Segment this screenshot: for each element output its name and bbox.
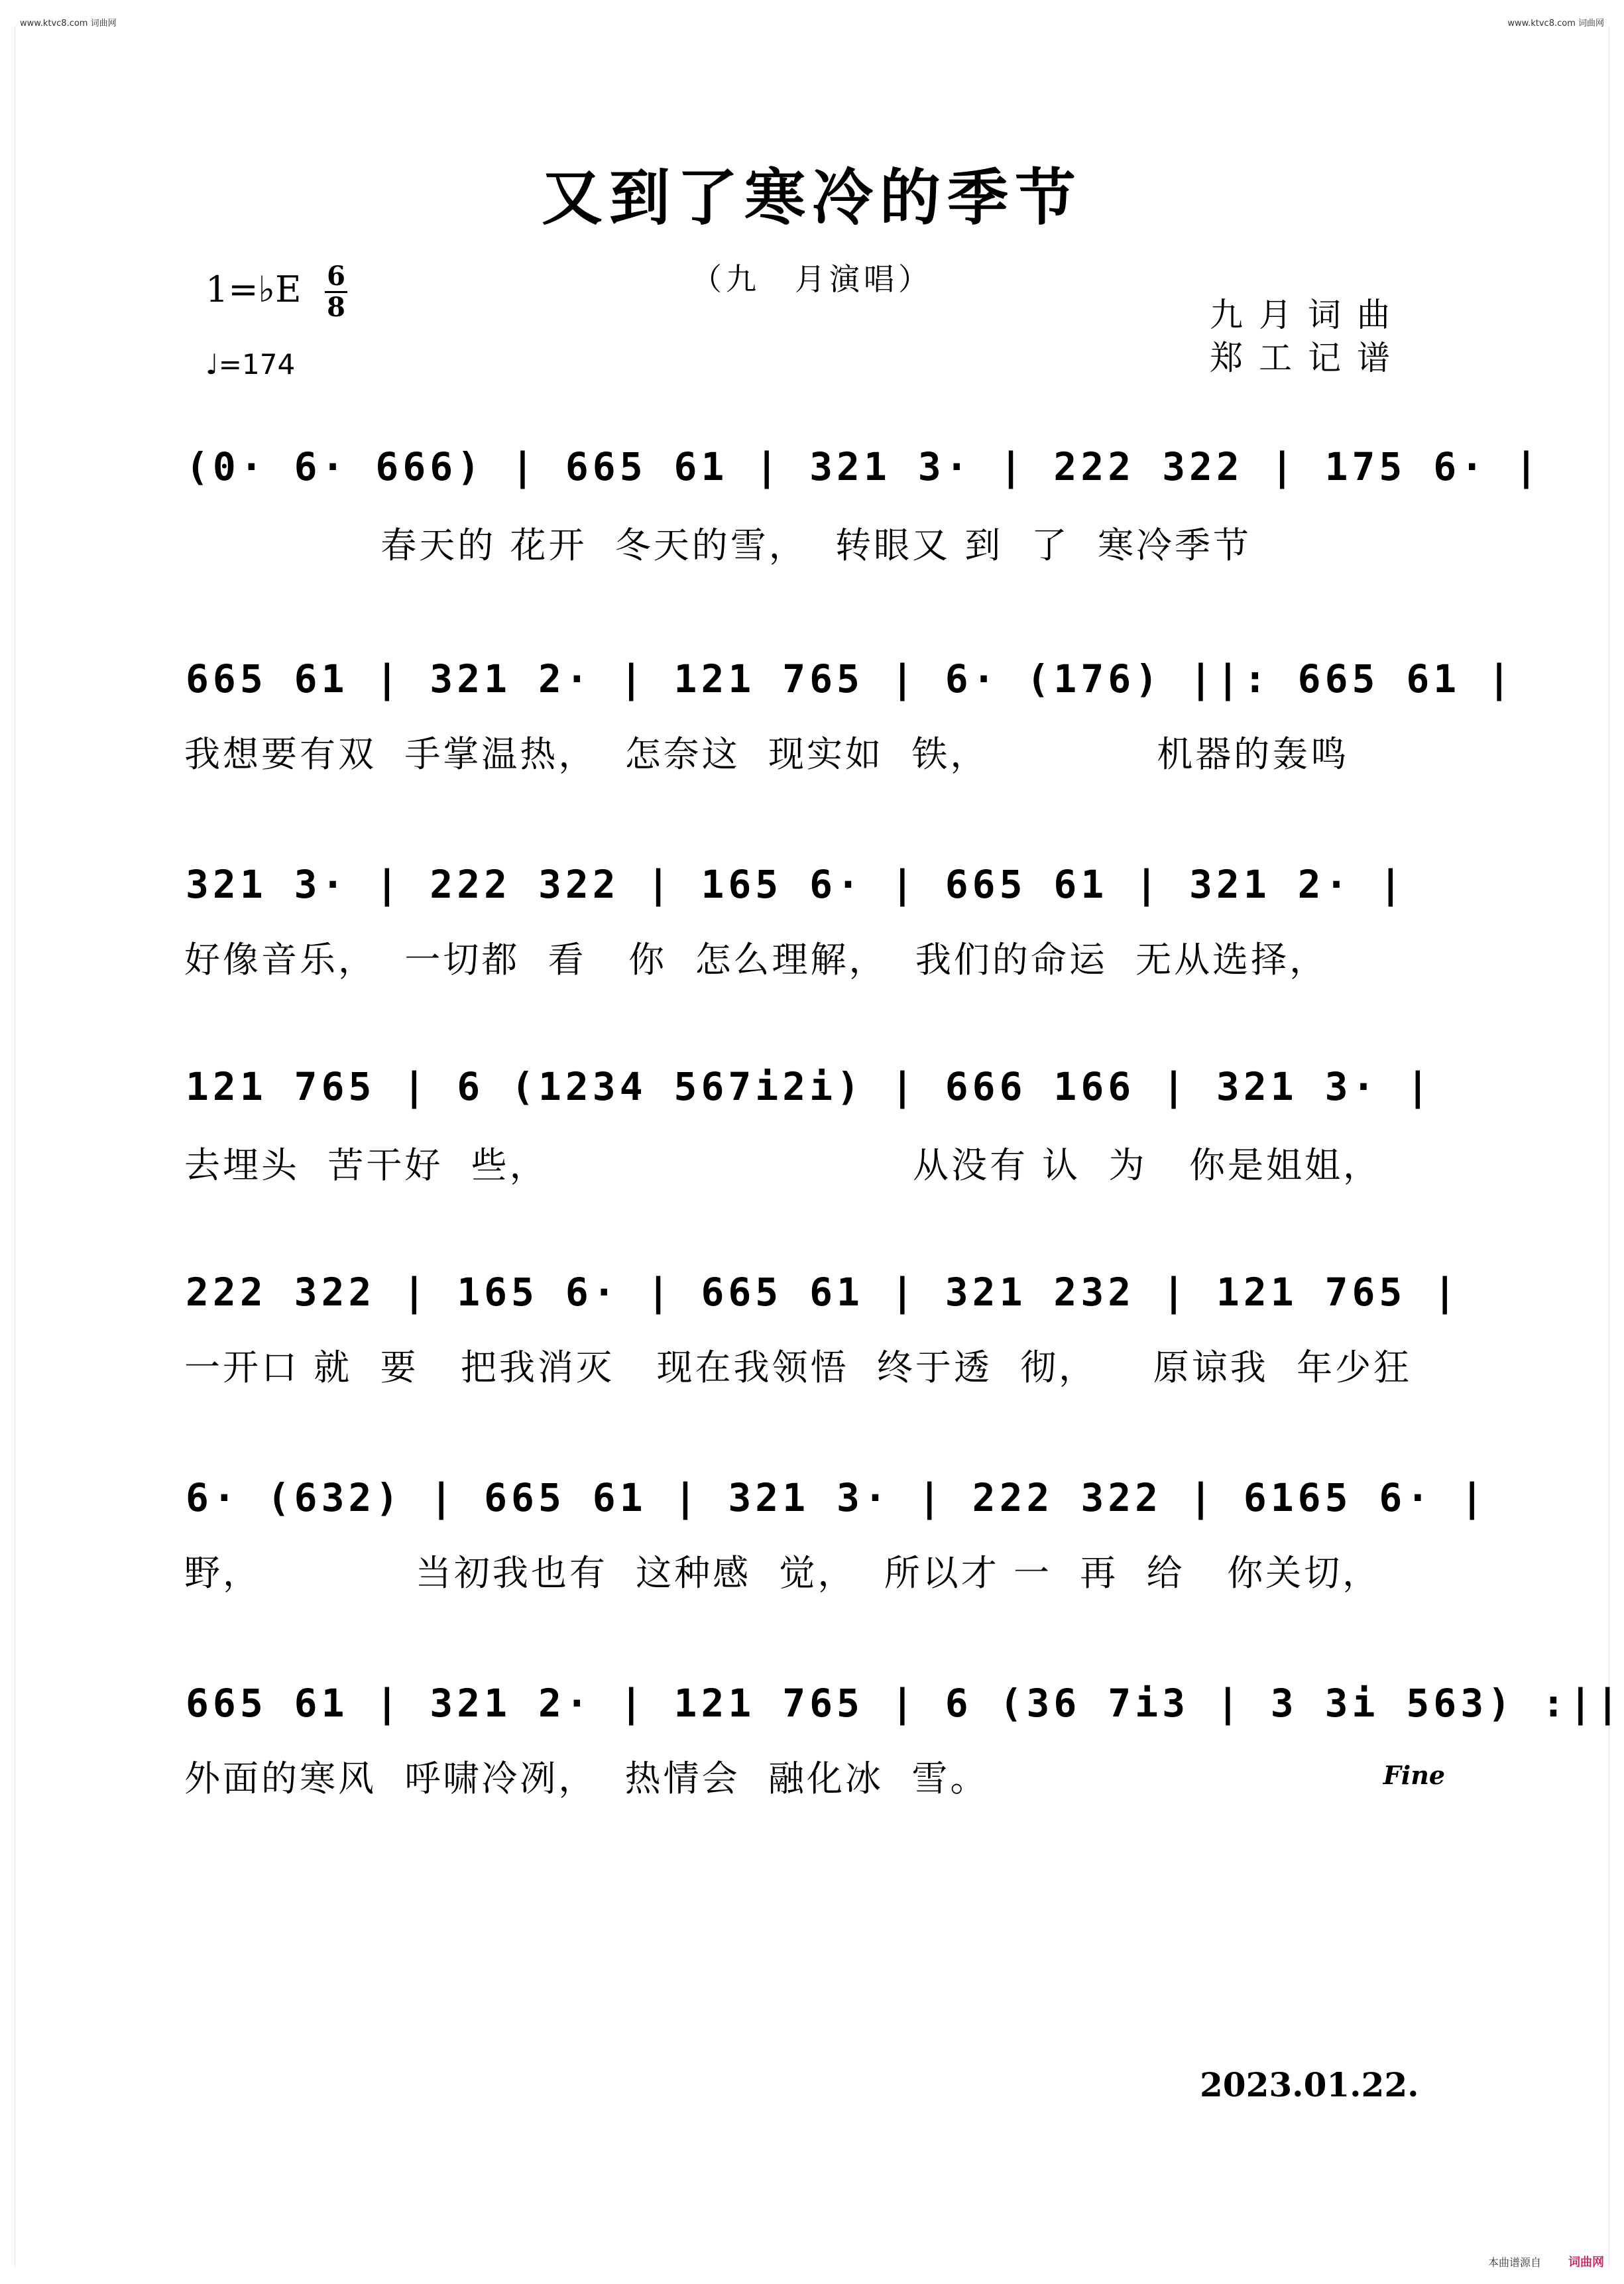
header-site-mark-left: www.ktvc8.com 词曲网 [20,19,117,29]
footer-source-label: 本曲谱源自 [1487,2256,1541,2269]
notation-line-7: 665 61 | 321 2· | 121 765 | 6 (36 7i3 | 3 3i 563) :|| [186,1681,1623,1726]
lyricist-composer-credit: 九月词曲 [1210,296,1406,334]
time-signature [325,262,347,322]
time-signature-top: 6 [327,261,345,292]
notation-line-2: 665 61 | 321 2· | 121 765 | 6· (176) ||: 665 61 | [186,656,1515,701]
notation-line-4: 121 765 | 6 (1234 567i2i) | 666 166 | 321 3· | [186,1064,1434,1109]
footer-brand-logo: 词曲网 [1568,2255,1604,2269]
notation-line-6: 6· (632) | 665 61 | 321 3· | 222 322 | 6165 6· | [186,1475,1488,1520]
notation-line-1: (0· 6· 666) | 665 61 | 321 3· | 222 322 | 175 6· | [186,444,1542,489]
transcription-date: 2023.01.22. [1200,2065,1419,2104]
right-watermark-strip [1609,27,1624,2267]
lyric-line-1: 春天的 花开 冬天的雪， 转眼又 到 了 寒冷季节 [184,524,1251,566]
fine-marking: Fine [1383,1760,1445,1790]
header-site-mark-right: www.ktvc8.com 词曲网 [1507,19,1604,29]
key-signature: 1=♭E [205,269,302,310]
time-signature-bottom: 8 [327,292,345,323]
lyric-line-3: 好像音乐， 一切都 看 你 怎么理解， 我们的命运 无从选择， [184,939,1328,981]
notation-line-3: 321 3· | 222 322 | 165 6· | 665 61 | 321 2· | [186,862,1407,907]
singer-credit: （九 月演唱） [691,261,933,297]
lyric-line-4: 去埋头 苦干好 些， 从没有 认 为 你是姐姐， [184,1144,1381,1186]
song-title: 又到了寒冷的季节 [541,162,1082,233]
lyric-line-7: 外面的寒风 呼啸冷冽， 热情会 融化冰 雪。 [184,1758,989,1799]
notation-line-5: 222 322 | 165 6· | 665 61 | 321 232 | 121 765 | [186,1270,1461,1315]
transcriber-credit: 郑工记谱 [1210,339,1406,377]
lyric-line-5: 一开口 就 要 把我消灭 现在我领悟 终于透 彻， 原谅我 年少狂 [184,1347,1413,1388]
tempo-marking: ♩=174 [205,348,296,381]
lyric-line-2: 我想要有双 手掌温热， 怎奈这 现实如 铁， 机器的轰鸣 [184,733,1350,775]
lyric-line-6: 野， 当初我也有 这种感 觉， 所以才 一 再 给 你关切， [184,1552,1381,1594]
left-watermark-strip [0,27,15,2267]
